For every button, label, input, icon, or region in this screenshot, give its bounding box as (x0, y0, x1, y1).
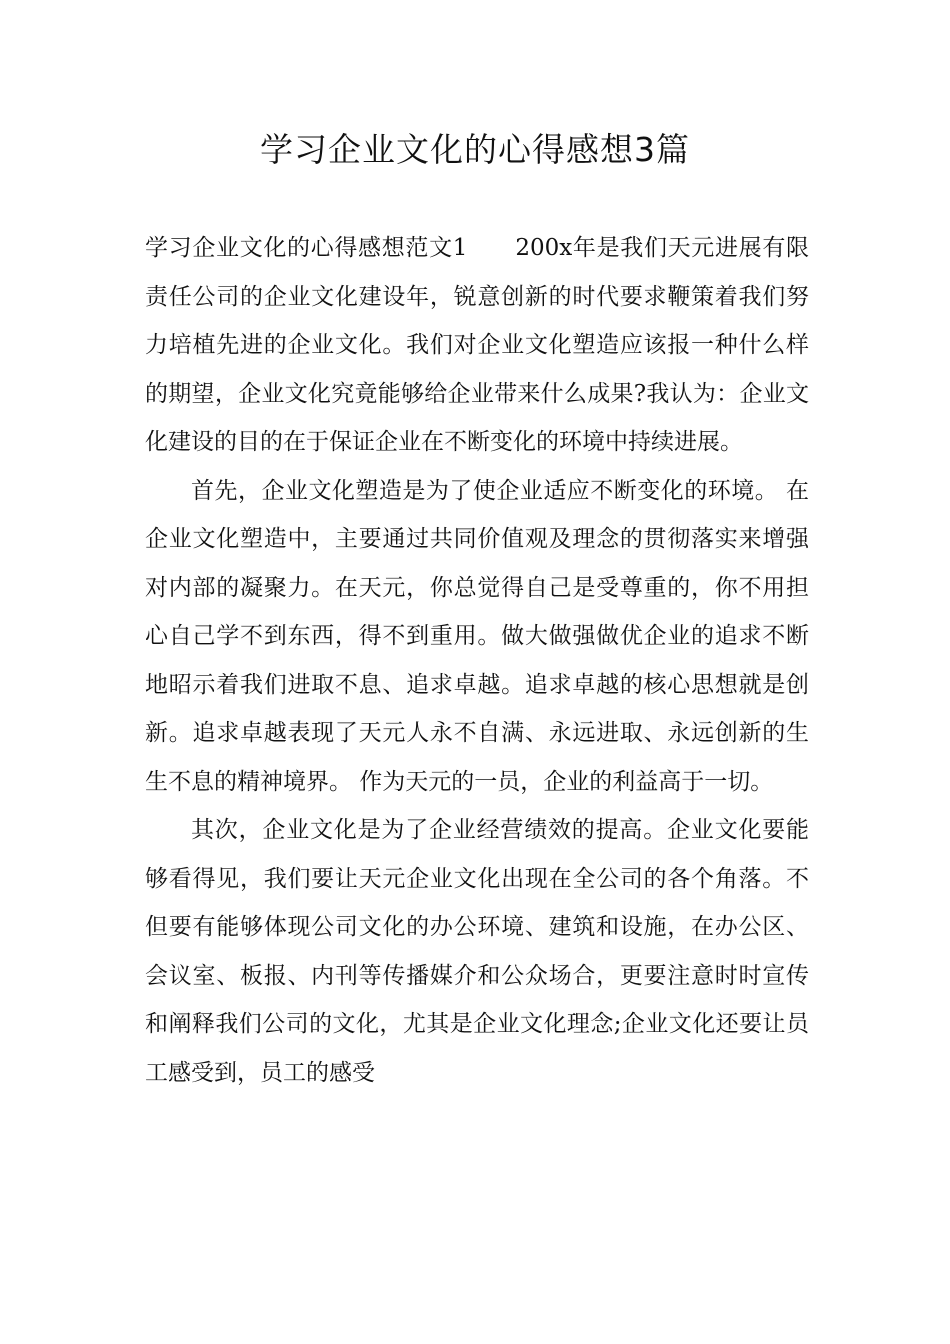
document-body (145, 224, 809, 1097)
paragraph-2: 首先，企业文化塑造是为了使企业适应不断变化的环境。 在企业文化塑造中，主要通过共同价值观及理念的贯彻落实来增强对内部的凝聚力。在天元，你总觉得自己是受尊重的，你不用担心自己学不到东西，得不到重用。做大做强做优企业的追求不断地昭示着我们进取不息、追求卓越。追求卓越的核心思想就是创新。追求卓越表现了天元人永不自满、永远进取、永远创新的生生不息的精神境界。 作为天元的一员，企业的利益高于一切。 (145, 477, 809, 795)
paragraph-3: 其次，企业文化是为了企业经营绩效的提高。企业文化要能够看得见，我们要让天元企业文化出现在全公司的各个角落。不但要有能够体现公司文化的办公环境、建筑和设施，在办公区、会议室、板报、内刊等传播媒介和公众场合，更要注意时时宣传和阐释我们公司的文化，尤其是企业文化理念;企业文化还要让员工感受到，员工的感受 (145, 817, 809, 1086)
paragraph-1: 学习企业文化的心得感想范文1 200x年是我们天元进展有限责任公司的企业文化建设年，锐意创新的时代要求鞭策着我们努力培植先进的企业文化。我们对企业文化塑造应该报一种什么样的期望，企业文化究竟能够给企业带来什么成果?我认为：企业文化建设的目的在于保证企业在不断变化的环境中持续进展。 (145, 235, 809, 455)
document-title: 学习企业文化的心得感想3篇 (260, 130, 690, 169)
